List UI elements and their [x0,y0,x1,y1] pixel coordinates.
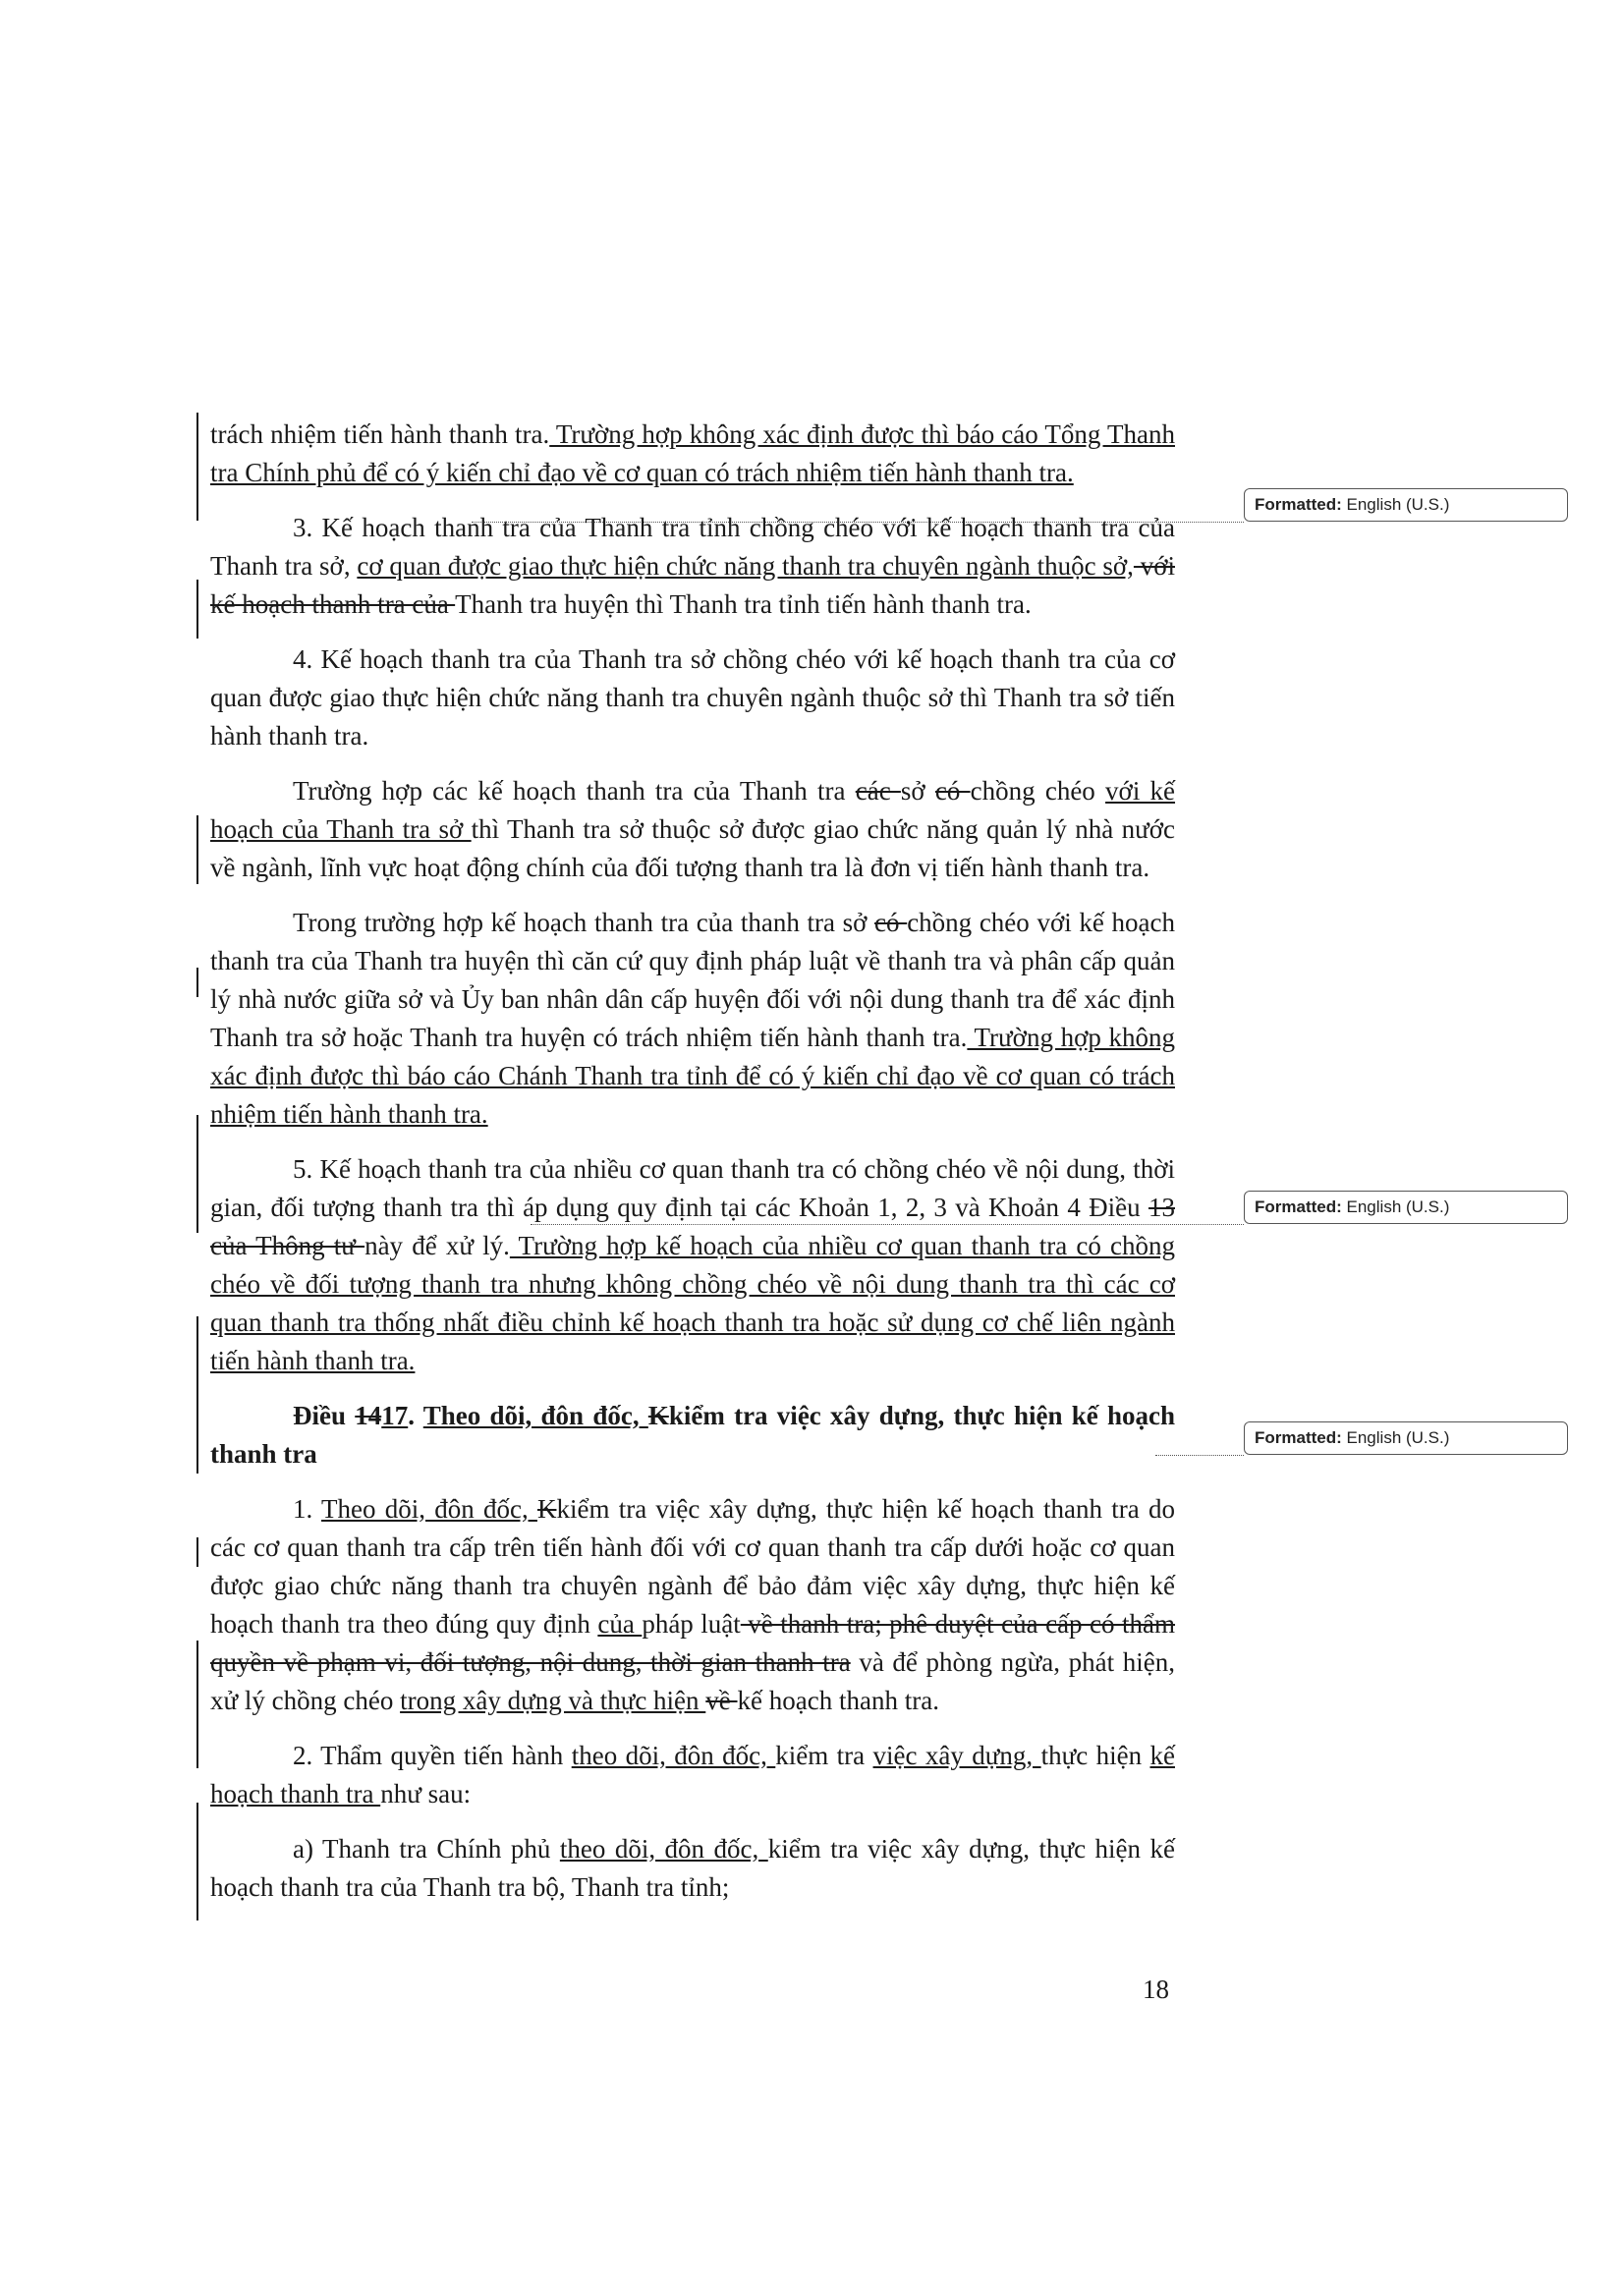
inserted-text: cơ quan được giao thực hiện chức năng thanh tra chuyên ngành thuộc sở, [357,551,1134,581]
format-balloon[interactable] [1244,1191,1568,1224]
inserted-text: Theo dõi, đôn đốc, [422,1401,648,1430]
text-run: kế hoạch thanh tra. [737,1686,939,1715]
text-run: thì Thanh tra sở thuộc sở được giao chức năng quản lý nhà nước về ngành, lĩnh vực hoạt động chính của đối tượng thanh tra là đơn vị tiến hành thanh tra. [210,814,1176,882]
text-run: này để xử lý. [364,1231,510,1260]
change-bar [196,1115,198,1233]
deleted-text: về thanh tra; phê duyệt của cấp có thẩm quyền về phạm vi, đối tượng, nội dung, thời gian thanh tra [210,1609,1176,1677]
change-bar [196,815,198,884]
text-run: Điều [293,1401,356,1430]
text-run: a) Thanh tra Chính phủ [293,1834,560,1864]
text-run: kiểm tra [775,1741,873,1770]
paragraph [210,1830,1175,1907]
text-run: . [408,1401,423,1430]
text-run: sở [900,776,935,806]
inserted-text: 17 [381,1401,409,1430]
paragraph [210,904,1175,1134]
text-run: 3. Kế hoạch thanh tra của Thanh tra tỉnh chồng chéo với kế hoạch thanh tra của Thanh tra sở, [210,513,1175,581]
format-balloon[interactable] [1244,488,1568,522]
paragraph [210,772,1175,887]
change-bar [196,1537,198,1567]
balloon-value: English (U.S.) [1346,1428,1450,1447]
inserted-text: theo dõi, đôn đốc, [571,1741,776,1770]
balloon-label: Formatted: [1255,1428,1342,1447]
text-run: như sau: [380,1779,472,1809]
inserted-text: Trường hợp không xác định được thì báo cáo Tổng Thanh tra Chính phủ để có ý kiến chỉ đạo về cơ quan có trách nhiệm tiến hành thanh tra. [210,419,1175,487]
deleted-text: các [855,776,901,806]
paragraph [210,509,1175,624]
change-bar [196,1316,198,1474]
text-run: 5. Kế hoạch thanh tra của nhiều cơ quan thanh tra có chồng chéo về nội dung, thời gian, đối tượng thanh tra thì áp dụng quy định tại các Khoản 1, 2, 3 và Khoản 4 Điều [210,1154,1175,1222]
text-run: thực hiện [1040,1741,1150,1770]
inserted-text: kế hoạch thanh tra [210,1741,1175,1809]
balloon-value: English (U.S.) [1346,1197,1450,1216]
balloon-value: English (U.S.) [1346,495,1450,514]
change-bar [196,580,198,639]
balloon-label: Formatted: [1255,1197,1342,1216]
inserted-text: trong xây dựng và thực hiện [400,1686,706,1715]
deleted-text: có [934,776,971,806]
text-run: Trong trường hợp kế hoạch thanh tra của thanh tra sở [293,908,875,937]
text-run: Trường hợp các kế hoạch thanh tra của Thanh tra [293,776,856,806]
paragraph [210,640,1175,755]
text-run: Thanh tra huyện thì Thanh tra tỉnh tiến hành thanh tra. [455,589,1032,619]
inserted-text: của [597,1609,643,1639]
text-run: trách nhiệm tiến hành thanh tra. [210,419,550,449]
deleted-text: có [874,908,908,937]
deleted-text: về [705,1686,738,1715]
deleted-text: 13 của Thông tư [210,1193,1175,1260]
inserted-text: Trường hợp kế hoạch của nhiều cơ quan thanh tra có chồng chéo về đối tượng thanh tra nhưng không chồng chéo về nội dung thanh tra thì các cơ quan thanh tra thống nhất điều chỉnh kế hoạch thanh tra hoặc sử dụng cơ chế liên ngành tiến hành thanh tra. [210,1231,1175,1375]
text-run: 1. [293,1494,322,1524]
inserted-text: theo dõi, đôn đốc, [559,1834,768,1864]
text-run: pháp luật [642,1609,741,1639]
change-bar [196,1641,198,1768]
change-bar [196,968,198,997]
inserted-text: việc xây dựng, [872,1741,1041,1770]
paragraph [210,1150,1175,1380]
inserted-text: với kế hoạch của Thanh tra sở [210,776,1176,844]
inserted-text: Trường hợp không xác định được thì báo cáo Chánh Thanh tra tỉnh để có ý kiến chỉ đạo về cơ quan có trách nhiệm tiến hành thanh tra. [210,1023,1175,1129]
paragraph [210,1737,1175,1813]
text-run: chồng chéo với kế hoạch thanh tra của Thanh tra huyện thì căn cứ quy định pháp luật về thanh tra và phân cấp quản lý nhà nước giữa sở và Ủy ban nhân dân cấp huyện đối với nội dung thanh tra để xác định Thanh tra sở hoặc Thanh tra huyện có trách nhiệm tiến hành thanh tra. [210,908,1175,1052]
inserted-text: Theo dõi, đôn đốc, [321,1494,537,1524]
text-run: kiểm tra việc xây dựng, thực hiện kế hoạch thanh tra [210,1401,1175,1469]
deleted-text: K [536,1494,557,1524]
change-bar [196,1803,198,1920]
text-run: kiểm tra việc xây dựng, thực hiện kế hoạch thanh tra của Thanh tra bộ, Thanh tra tỉnh; [210,1834,1175,1902]
document-body [210,416,1175,1923]
format-balloon[interactable] [1244,1421,1568,1455]
balloon-label: Formatted: [1255,495,1342,514]
deleted-text: 14 [355,1401,382,1430]
text-run: 4. Kế hoạch thanh tra của Thanh tra sở chồng chéo với kế hoạch thanh tra của cơ quan được giao thực hiện chức năng thanh tra chuyên ngành thuộc sở thì Thanh tra sở tiến hành thanh tra. [210,644,1175,751]
text-run: chồng chéo [970,776,1106,806]
page-number: 18 [1143,1975,1169,2004]
text-run: và để phòng ngừa, phát hiện, xử lý chồng chéo [210,1647,1175,1715]
deleted-text: với kế hoạch thanh tra của [210,551,1175,619]
text-run: kiểm tra việc xây dựng, thực hiện kế hoạch thanh tra do các cơ quan thanh tra cấp trên tiến hành đối với cơ quan thanh tra cấp dưới hoặc cơ quan được giao chức năng thanh tra chuyên ngành để bảo đảm việc xây dựng, thực hiện kế hoạch thanh tra theo đúng quy định [210,1494,1175,1639]
text-run: 2. Thẩm quyền tiến hành [293,1741,572,1770]
change-bar [196,413,198,521]
paragraph [210,1490,1175,1720]
deleted-text: K [647,1401,669,1430]
paragraph [210,416,1175,492]
article-heading [210,1397,1175,1474]
